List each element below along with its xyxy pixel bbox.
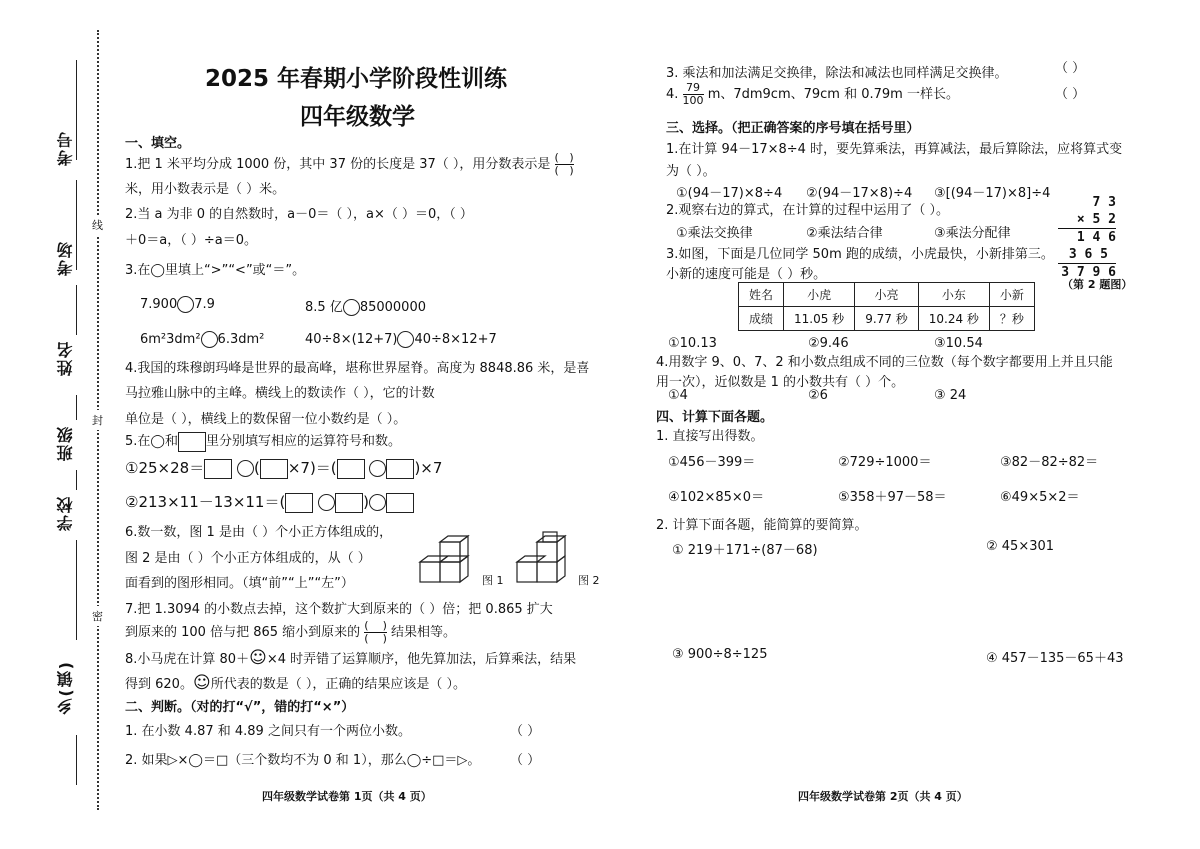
choice-3-line2: 小新的速度可能是（ ）秒。 [666,267,827,282]
q7-line2: 到原来的 100 倍与把 865 缩小到原来的 $\frac{( )}{( )}$ 结果相等。 [125,619,457,645]
q7-line1: 7.把 1.3094 的小数点去掉，这个数扩大到原来的（ ）倍；把 0.865 扩大 [125,602,553,617]
answer-box [386,459,414,479]
name-label: 姓名 [56,340,75,376]
calc-3: ③ 900÷8÷125 [672,647,768,662]
choice-4-option-3: ③ 24 [934,388,967,403]
choice-2-option-1: ①乘法交换律 [676,226,753,241]
operator-circle [318,494,335,511]
section-3-heading: 三、选择。（把正确答案的序号填在括号里） [666,121,920,136]
choice-3-option-1: ①10.13 [668,336,717,351]
compare-circle [397,331,414,348]
q2-line2: ＋0＝a，（ ）÷a＝0。 [125,233,257,248]
choice-4-line1: 4.用数字 9、0、7、2 和小数点组成不同的三位数（每个数字都要用上并且只能 [656,355,1113,370]
compare-circle [343,299,360,316]
class-line [76,395,77,420]
choice-2: 2.观察右边的算式，在计算的过程中运用了（ ）。 [666,203,950,218]
calc-2: ② 45×301 [986,539,1055,554]
table-cell: 10.24 秒 [918,307,989,331]
q3-item3: 6m²3dm² 6.3dm² [140,332,265,347]
direct-calc-5: ⑤358＋97－58＝ [838,490,947,505]
table-cell: 9.77 秒 [855,307,919,331]
choice-1-option-1: ①(94－17)×8÷4 [676,186,783,201]
exam-title: 2025 年春期小学阶段性训练 [205,66,508,92]
exam-subject: 四年级数学 [300,104,415,130]
figure-2-caption: 图 2 [578,574,600,587]
choice-3-option-2: ②9.46 [808,336,849,351]
compare-circle [177,296,194,313]
direct-calc-1: ①456－399＝ [668,455,756,470]
answer-box [260,459,288,479]
q1-line1 [125,152,574,177]
answer-box [337,459,365,479]
choice-4-option-2: ②6 [808,388,828,403]
q1-fraction-blank: $\frac{( )}{( )}$ [554,151,574,177]
q6-line2: 图 2 是由（ ）个小正方体组成的，从（ ） [125,551,371,566]
choice-3-line1: 3.如图，下面是几位同学 50m 跑的成绩，小虎最快，小新排第三。 [666,247,1054,262]
q1-line2: 米，用小数表示是（ ）米。 [125,182,286,197]
school-line-top [76,470,77,490]
choice-4-line2: 用一次），近似数是 1 的小数共有（ ）个。 [656,375,905,390]
figure-1-cubes [418,530,480,586]
judge-1-paren: （ ） [510,724,541,739]
calc-1: ① 219＋171÷(87－68) [672,543,818,558]
score-table [738,282,1035,331]
town-label: 乡(镇) [56,660,75,715]
choice-3-option-3: ③10.54 [934,336,983,351]
table-cell: 姓名 [739,283,784,307]
operator-circle [237,460,254,477]
page-1-footer: 四年级数学试卷第 1页（共 4 页） [262,790,432,803]
direct-calc-3: ③82－82÷82＝ [1000,455,1099,470]
bottom-line [76,735,77,785]
section-4-part-1: 1. 直接写出得数。 [656,429,764,444]
table-cell: 小东 [918,283,989,307]
table-row [739,283,1035,307]
judge-2: 2. 如果▷×◯＝□（三个数均不为 0 和 1），那么◯÷□＝▷。 [125,753,481,768]
judge-3-paren: （ ） [1055,61,1086,76]
page-2-footer: 四年级数学试卷第 2页（共 4 页） [798,790,968,803]
answer-box [204,459,232,479]
q3-item4: 40÷8×(12+7) 40÷8×12+7 [305,332,497,347]
q4-line2: 马拉雅山脉中的主峰。横线上的数读作（ ），它的计数 [125,386,435,401]
figure-1-caption: 图 1 [482,574,504,587]
q6-line3: 面看到的图形相同。（填“前”“上”“左”） [125,576,354,591]
q4-line1: 4.我国的珠穆朗玛峰是世界的最高峰，堪称世界屋脊。高度为 8848.86 米，是喜 [125,361,590,376]
table-cell: 成绩 [739,307,784,331]
section-2-heading: 二、判断。（对的打“√”，错的打“×”） [125,700,355,715]
section-4-heading: 四、计算下面各题。 [656,410,774,425]
multiplication-figure: 7 3 × 5 2 1 4 6 3 6 5 3 7 9 6 [1058,194,1116,281]
name-line [76,285,77,335]
choice-1-option-3: ③[(94－17)×8]÷4 [934,186,1051,201]
answer-box [335,493,363,513]
q2-line1: 2.当 a 为非 0 的自然数时，a－0＝（ ），a×（ ）＝0，（ ） [125,207,473,222]
operator-circle [369,494,386,511]
school-label: 学校 [56,495,75,531]
smiley-icon: ☺ [192,673,211,693]
town-line [76,540,77,640]
q7-fraction-blank: $\frac{( )}{( )}$ [364,619,387,645]
judge-4: 4. $\frac{79}{100}$ m、7dm9cm、79cm 和 0.79m 一样长。 [666,81,959,107]
q6-line1: 6.数一数，图 1 是由（ ）个小正方体组成的， [125,525,393,540]
cut-label-secret: 密 [92,606,103,626]
calc-4: ④ 457－135－65＋43 [986,651,1124,666]
smiley-icon: ☺ [249,648,267,668]
table-cell: ？秒 [989,307,1034,331]
table-cell: 11.05 秒 [784,307,855,331]
judge-2-paren: （ ） [510,753,541,768]
q5-item2: ②213×11－13×11＝( ) [125,491,414,513]
table-cell: 小虎 [784,283,855,307]
q5-heading: 5.在◯和 里分别填写相应的运算符号和数。 [125,430,401,452]
compare-circle [201,331,218,348]
section-1-heading: 一、填空。 [125,136,191,151]
table-cell: 小新 [989,283,1034,307]
q1-text: 1.把 1 米平均分成 1000 份，其中 37 份的长度是 37（ ），用分数表示是 [125,157,551,172]
cut-label-line: 线 [92,215,103,235]
exam-no-label: 考号 [56,130,75,166]
multiplication-caption: （第 2 题图） [1062,278,1133,291]
direct-calc-4: ④102×85×0＝ [668,490,765,505]
exam-room-label: 考场 [56,240,75,276]
answer-box [285,493,313,513]
choice-2-option-3: ③乘法分配律 [934,226,1011,241]
q5-item1: ①25×28＝ ( ×7)＝( )×7 [125,459,443,477]
table-cell: 小亮 [855,283,919,307]
q4-line3: 单位是（ ），横线上的数保留一位小数约是（ ）。 [125,412,407,427]
choice-1-option-2: ②(94－17×8)÷4 [806,186,913,201]
class-label: 班级 [56,425,75,461]
direct-calc-6: ⑥49×5×2＝ [1000,490,1080,505]
judge-4-paren: （ ） [1055,87,1086,102]
direct-calc-2: ②729÷1000＝ [838,455,932,470]
section-4-part-2: 2. 计算下面各题，能简算的要简算。 [656,518,868,533]
q8-line1: 8.小马虎在计算 80＋☺×4 时弄错了运算顺序，他先算加法，后算乘法，结果 [125,648,577,668]
table-row [739,307,1035,331]
judge-3: 3. 乘法和加法满足交换律，除法和减法也同样满足交换律。 [666,66,1008,81]
choice-2-option-2: ②乘法结合律 [806,226,883,241]
judge-1: 1. 在小数 4.87 和 4.89 之间只有一个两位小数。 [125,724,411,739]
choice-1-line2: 为（ ）。 [666,164,716,179]
cut-label-seal: 封 [92,410,103,430]
choice-1-line1: 1.在计算 94－17×8÷4 时，要先算乘法，再算减法，最后算除法，应将算式变 [666,142,1123,157]
operator-circle [369,460,386,477]
answer-box [178,432,206,452]
answer-box [386,493,414,513]
q8-line2: 得到 620。☺所代表的数是（ ），正确的结果应该是（ ）。 [125,673,466,693]
j4-fraction: $\frac{79}{100}$ [682,81,704,107]
q3-item2: 8.5 亿 85000000 [305,300,426,315]
q3-item1: 7.900 7.9 [140,297,215,312]
q3-heading: 3.在◯里填上“>”“<”或“＝”。 [125,263,306,278]
figure-2-cubes [515,530,577,586]
choice-4-option-1: ①4 [668,388,688,403]
